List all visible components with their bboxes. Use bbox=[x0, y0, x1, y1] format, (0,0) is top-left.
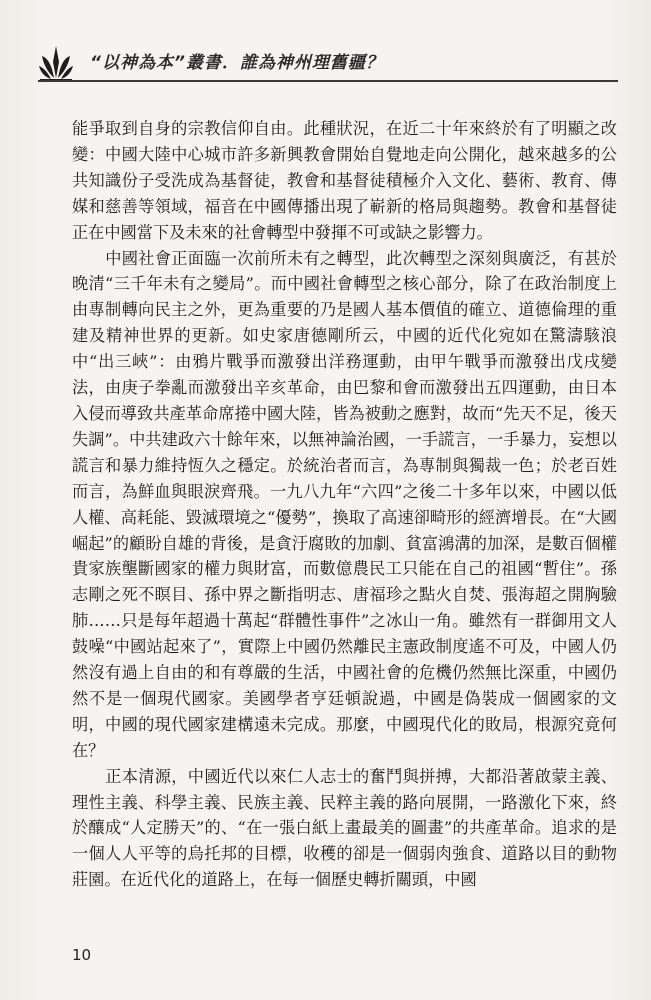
paragraph-3: 正本清源，中國近代以來仁人志士的奮鬥與拼搏，大都沿著啟蒙主義、理性主義、科學主義、民族主義、民粹主義的路向展開，一路激化下來，終於釀成“人定勝天”的、“在一張白紙上畫最美的圖畫”的共產革命。追求的是一個人人平等的烏托邦的目標，收穫的卻是一個弱肉強食、道路以目的動物莊園。在近代化的道路上，在每一個歷史轉折關頭，中國 bbox=[72, 766, 617, 890]
header-divider bbox=[38, 80, 618, 82]
page-number: 10 bbox=[72, 946, 92, 964]
leaf-crown-icon bbox=[38, 42, 74, 82]
paragraph-1: 能爭取到自身的宗教信仰自由。此種狀況，在近二十年來終於有了明顯之改變：中國大陸中心城市許多新興教會開始自覺地走向公開化，越來越多的公共知識份子受洗成為基督徒，教會和基督徒積極介入文化、藝術、教育、傳媒和慈善等領域，福音在中國傳播出現了嶄新的格局與趨勢。教會和基督徒正在中國當下及未來的社會轉型中發揮不可或缺之影響力。 bbox=[72, 119, 617, 242]
body-text bbox=[72, 116, 617, 893]
series-title: “以神為本”叢書．誰為神州理舊疆？ bbox=[90, 53, 384, 73]
running-header bbox=[38, 42, 618, 90]
paragraph-2: 中國社會正面臨一次前所未有之轉型，此次轉型之深刻與廣泛，有甚於晚清“三千年未有之變局”。而中國社會轉型之核心部分，除了在政治制度上由專制轉向民主之外，更為重要的乃是國人基本價值的確立、道德倫理的重建及精神世界的更新。如史家唐德剛所云，中國的近代化宛如在驚濤駭浪中“出三峽”：由鴉片戰爭而激發出洋務運動，由甲午戰爭而激發出戊戌變法，由庚子拳亂而激發出辛亥革命，由巴黎和會而激發出五四運動，由日本入侵而導致共產革命席捲中國大陸，皆為被動之應對，故而“先天不足，後天失調”。中共建政六十餘年來，以無神論治國，一手謊言，一手暴力，妄想以謊言和暴力維持恆久之穩定。於統治者而言，為專制與獨裁一色；於老百姓而言，為鮮血與眼淚齊飛。一九八九年“六四”之後二十多年以來，中國以低人權、高耗能、毀滅環境之“優勢”，換取了高速卻畸形的經濟增長。在“大國崛起”的顧盼自雄的背後，是貪汙腐敗的加劇、貧富鴻溝的加深，是數百個權貴家族壟斷國家的權力與財富，而數億農民工只能在自己的祖國“暫住”。孫志剛之死不瞑目、孫中界之斷指明志、唐福珍之點火自焚、張海超之開胸驗肺……只是每年超過十萬起“群體性事件”之冰山一角。雖然有一群御用文人鼓噪“中國站起來了”，實際上中國仍然離民主憲政制度遙不可及，中國人仍然沒有過上自由的和有尊嚴的生活，中國社會的危機仍然無比深重，中國仍然不是一個現代國家。美國學者亨廷頓說過，中國是偽裝成一個國家的文明，中國的現代國家建構遠未完成。那麼，中國現代化的敗局，根源究竟何在？ bbox=[72, 248, 617, 760]
